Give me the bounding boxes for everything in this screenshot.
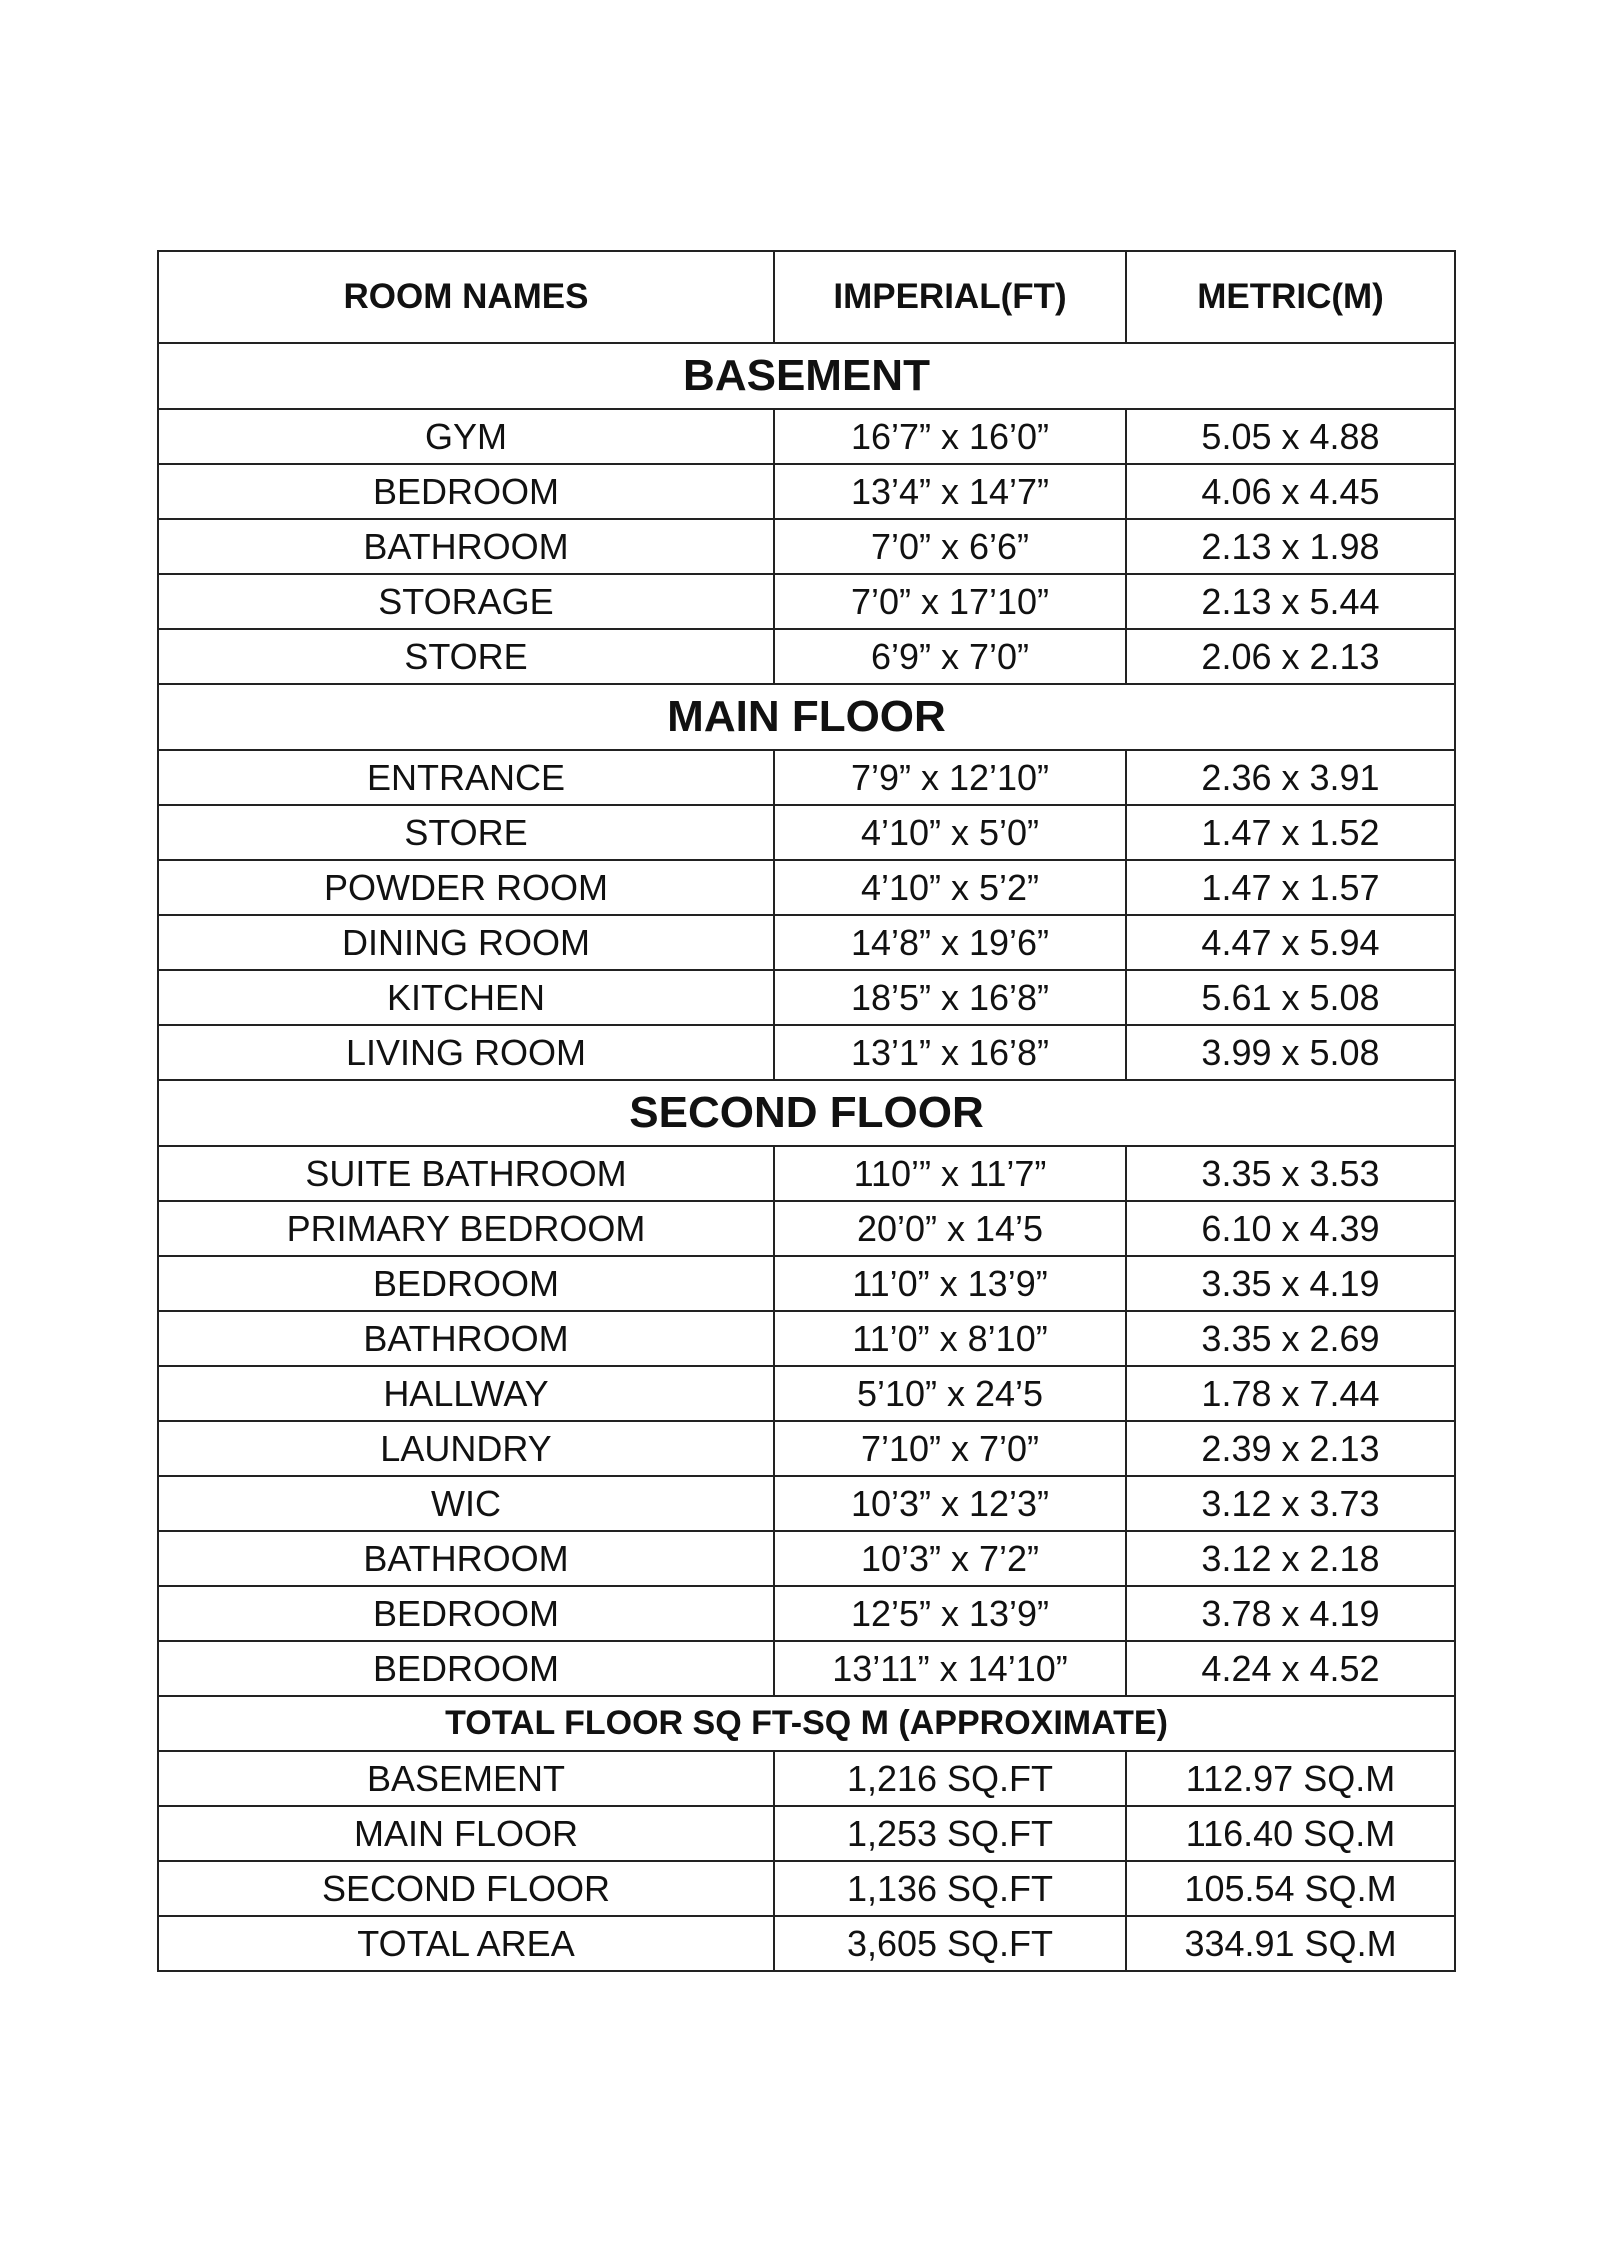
header-metric: METRIC(M) [1126,251,1455,343]
imperial-cell: 13’1” x 16’8” [774,1025,1126,1080]
totals-row [158,1751,1455,1806]
room-name-cell: MAIN FLOOR [158,1806,774,1861]
imperial-cell: 11’0” x 13’9” [774,1256,1126,1311]
table-row [158,409,1455,464]
section-title: SECOND FLOOR [158,1080,1455,1146]
imperial-cell: 6’9” x 7’0” [774,629,1126,684]
header-row [158,251,1455,343]
section-row [158,684,1455,750]
totals-row [158,1861,1455,1916]
imperial-cell: 5’10” x 24’5 [774,1366,1126,1421]
totals-row [158,1916,1455,1971]
imperial-cell: 1,136 SQ.FT [774,1861,1126,1916]
room-name-cell: POWDER ROOM [158,860,774,915]
table-row [158,1366,1455,1421]
room-name-cell: STORE [158,629,774,684]
table-row [158,970,1455,1025]
room-name-cell: BASEMENT [158,1751,774,1806]
imperial-cell: 14’8” x 19’6” [774,915,1126,970]
metric-cell: 2.13 x 5.44 [1126,574,1455,629]
imperial-cell: 20’0” x 14’5 [774,1201,1126,1256]
imperial-cell: 16’7” x 16’0” [774,409,1126,464]
metric-cell: 6.10 x 4.39 [1126,1201,1455,1256]
table-row [158,1476,1455,1531]
metric-cell: 3.35 x 4.19 [1126,1256,1455,1311]
room-dimensions-table [157,250,1456,1972]
imperial-cell: 7’0” x 17’10” [774,574,1126,629]
imperial-cell: 10’3” x 12’3” [774,1476,1126,1531]
metric-cell: 3.99 x 5.08 [1126,1025,1455,1080]
room-name-cell: BATHROOM [158,519,774,574]
table-row [158,915,1455,970]
totals-row [158,1806,1455,1861]
metric-cell: 3.12 x 3.73 [1126,1476,1455,1531]
section-title: BASEMENT [158,343,1455,409]
room-name-cell: BATHROOM [158,1531,774,1586]
imperial-cell: 11’0” x 8’10” [774,1311,1126,1366]
section-row [158,1080,1455,1146]
table-row [158,860,1455,915]
table-row [158,629,1455,684]
room-name-cell: BEDROOM [158,1641,774,1696]
room-name-cell: HALLWAY [158,1366,774,1421]
imperial-cell: 1,216 SQ.FT [774,1751,1126,1806]
metric-cell: 2.39 x 2.13 [1126,1421,1455,1476]
room-name-cell: ENTRANCE [158,750,774,805]
room-name-cell: LIVING ROOM [158,1025,774,1080]
table-row [158,1641,1455,1696]
imperial-cell: 18’5” x 16’8” [774,970,1126,1025]
room-name-cell: TOTAL AREA [158,1916,774,1971]
table-row [158,1201,1455,1256]
section-title: MAIN FLOOR [158,684,1455,750]
header-imperial: IMPERIAL(FT) [774,251,1126,343]
table-row [158,464,1455,519]
imperial-cell: 7’0” x 6’6” [774,519,1126,574]
room-name-cell: KITCHEN [158,970,774,1025]
metric-cell: 4.06 x 4.45 [1126,464,1455,519]
metric-cell: 4.24 x 4.52 [1126,1641,1455,1696]
room-name-cell: WIC [158,1476,774,1531]
metric-cell: 1.47 x 1.57 [1126,860,1455,915]
metric-cell: 3.78 x 4.19 [1126,1586,1455,1641]
metric-cell: 4.47 x 5.94 [1126,915,1455,970]
metric-cell: 334.91 SQ.M [1126,1916,1455,1971]
imperial-cell: 110’” x 11’7” [774,1146,1126,1201]
metric-cell: 2.06 x 2.13 [1126,629,1455,684]
room-name-cell: BEDROOM [158,1256,774,1311]
metric-cell: 105.54 SQ.M [1126,1861,1455,1916]
room-name-cell: LAUNDRY [158,1421,774,1476]
metric-cell: 5.61 x 5.08 [1126,970,1455,1025]
table-row [158,1146,1455,1201]
room-name-cell: DINING ROOM [158,915,774,970]
table-row [158,750,1455,805]
room-name-cell: SECOND FLOOR [158,1861,774,1916]
table-row [158,1256,1455,1311]
table-row [158,1531,1455,1586]
room-name-cell: STORE [158,805,774,860]
table-row [158,574,1455,629]
imperial-cell: 3,605 SQ.FT [774,1916,1126,1971]
section-row [158,343,1455,409]
metric-cell: 2.36 x 3.91 [1126,750,1455,805]
room-name-cell: STORAGE [158,574,774,629]
imperial-cell: 10’3” x 7’2” [774,1531,1126,1586]
imperial-cell: 1,253 SQ.FT [774,1806,1126,1861]
room-name-cell: PRIMARY BEDROOM [158,1201,774,1256]
room-name-cell: BEDROOM [158,464,774,519]
imperial-cell: 7’9” x 12’10” [774,750,1126,805]
table-body [158,251,1455,1971]
room-name-cell: SUITE BATHROOM [158,1146,774,1201]
metric-cell: 112.97 SQ.M [1126,1751,1455,1806]
imperial-cell: 12’5” x 13’9” [774,1586,1126,1641]
metric-cell: 1.47 x 1.52 [1126,805,1455,860]
metric-cell: 2.13 x 1.98 [1126,519,1455,574]
table-row [158,519,1455,574]
metric-cell: 3.12 x 2.18 [1126,1531,1455,1586]
room-name-cell: GYM [158,409,774,464]
room-name-cell: BEDROOM [158,1586,774,1641]
table-row [158,805,1455,860]
imperial-cell: 4’10” x 5’0” [774,805,1126,860]
metric-cell: 5.05 x 4.88 [1126,409,1455,464]
table-row [158,1311,1455,1366]
metric-cell: 116.40 SQ.M [1126,1806,1455,1861]
table-row [158,1586,1455,1641]
imperial-cell: 4’10” x 5’2” [774,860,1126,915]
metric-cell: 1.78 x 7.44 [1126,1366,1455,1421]
imperial-cell: 7’10” x 7’0” [774,1421,1126,1476]
imperial-cell: 13’4” x 14’7” [774,464,1126,519]
metric-cell: 3.35 x 3.53 [1126,1146,1455,1201]
room-name-cell: BATHROOM [158,1311,774,1366]
table-row [158,1025,1455,1080]
imperial-cell: 13’11” x 14’10” [774,1641,1126,1696]
header-room-names: ROOM NAMES [158,251,774,343]
totals-header-row [158,1696,1455,1751]
table-row [158,1421,1455,1476]
totals-title: TOTAL FLOOR SQ FT-SQ M (APPROXIMATE) [158,1696,1455,1751]
metric-cell: 3.35 x 2.69 [1126,1311,1455,1366]
